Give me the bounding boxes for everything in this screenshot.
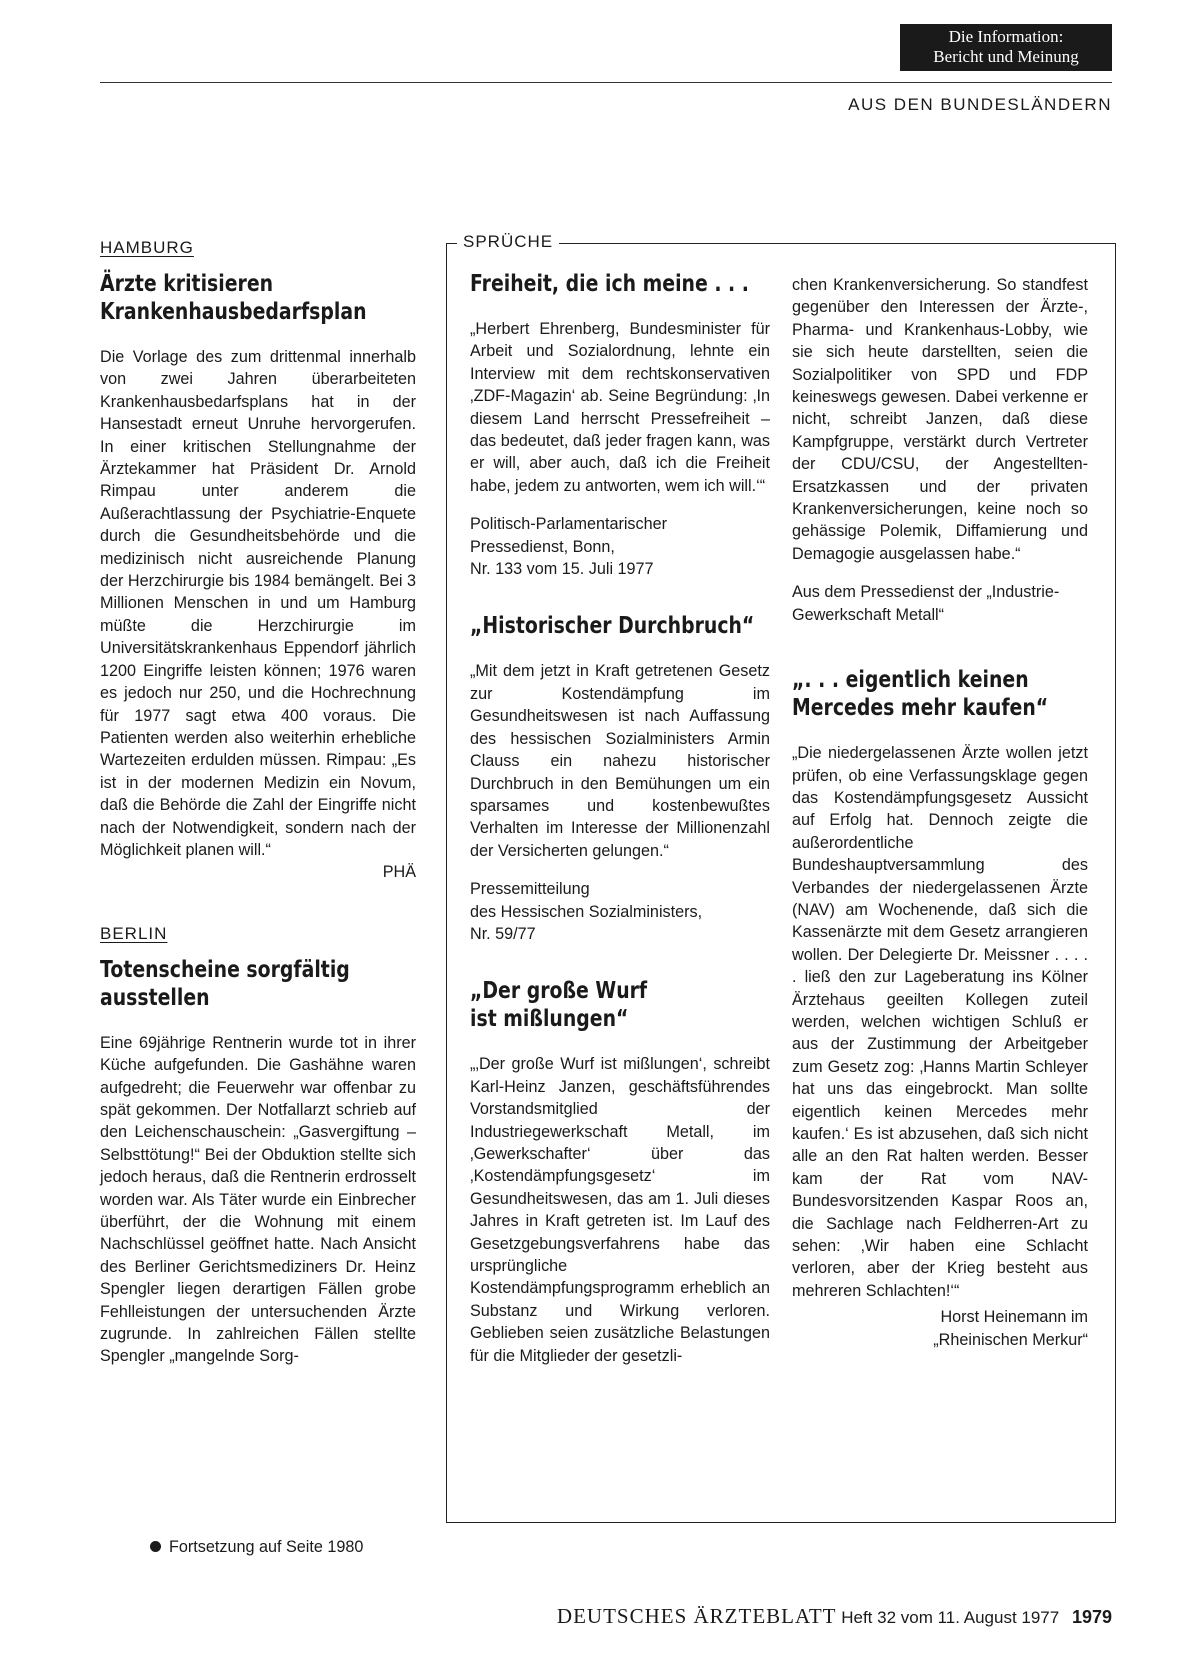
sprueche-label: SPRÜCHE [457,232,559,252]
headline-wurf [470,977,770,1033]
column-left [100,238,416,1368]
quote-freiheit-text: „Herbert Ehrenberg, Bundesminister für Arbeit und Sozialordnung, lehnte ein Interview mit dem rechtskonservativen ‚ZDF-Magazin‘ ab. Seine Begründung: ‚In diesem Land herrscht Pressefreiheit – das bedeutet, daß jeder fragen kann, was er will, aber auch, daß ich die Freiheit habe, jedem zu antworten, wem ich will.‘“ [470,320,770,495]
continuation-note [150,1538,363,1557]
source-line: Horst Heinemann im [940,1308,1088,1327]
quote-mercedes-text: „Die niedergelassenen Ärzte wollen jetzt prüfen, ob eine Verfassungsklage gegen das Kostendämpfungsgesetz Aussicht auf Erfolg hat. Dennoch zeigte die außerordentliche Bundeshauptversammlung des Verbandes der niedergelassenen Ärzte (NAV) am Wochenende, daß sich die Kassenärzte mit dem Gesetz arrangieren wollen. Der Delegierte Dr. Meissner . . . . . ließ den zur Lageberatung ins Kölner Ärztehaus geeilten Kollegen zuteil werden, welchen wichtigen Schluß er aus der Zustimmung der Arbeitgeber zum Gesetz zog: ‚Hanns Martin Schleyer hat uns das eingebrockt. Man sollte eigentlich keinen Mercedes mehr kaufen.‘ Es ist abzusehen, daß sich nicht alle an den Rat halten werden. Besser kam der Rat vom NAV-Bundesvorsitzenden Kaspar Roos an, die Sachlage nach Feldherren-Art zu sehen: ‚Wir haben eine Schlacht verloren, aber der Krieg besteht aus mehreren Schlachten!‘“ [792,744,1088,1300]
quote-wurf-source: Aus dem Pressedienst der „Industrie-Gewerkschaft Metall“ [792,583,1060,624]
rubric-berlin: BERLIN [100,923,168,943]
article-hamburg-signature: PHÄ [382,863,416,882]
source-line: Nr. 59/77 [470,924,536,943]
badge-line-1: Die Information: [948,27,1064,46]
headline-hamburg: Ärzte kritisieren Krankenhausbedarfsplan [100,271,367,325]
rubric-hamburg: HAMBURG [100,238,194,257]
headline-line: „. . . eigentlich keinen [792,667,1029,694]
headline-berlin: Totenscheine sorgfältig ausstellen [100,956,350,1011]
badge-line-2: Bericht und Meinung [933,47,1079,66]
quote-mercedes-source [792,1306,1088,1351]
journal-name: DEUTSCHES ÄRZTEBLATT [556,1604,837,1628]
headline-line: „Der große Wurf [470,978,648,1005]
source-line: des Hessischen Sozialministers, [470,902,703,921]
headline-mercedes [792,666,1088,722]
source-line: Politisch-Parlamentarischer [470,515,668,534]
article-hamburg-text: Die Vorlage des zum drittenmal innerhalb von zwei Jahren überarbeiteten Krankenhausbedarfsplans hat in der Hansestadt erneut Unruhe hervorgerufen. In einer kritischen Stellungnahme der Ärztekammer hat Präsident Dr. Arnold Rimpau unter anderem die Außerachtlassung der Psychiatrie-Enquete durch die Gesundheitsbehörde und die medizinisch nicht ausreichende Planung der Herzchirurgie bis 1984 bemängelt. Bei 3 Millionen Menschen in und um Hamburg müßte die Herzchirurgie im Universitätskrankenhaus Eppendorf jährlich 1200 Eingriffe leisten können; 1976 waren es jedoch nur 250, und die Hochrechnung für 1977 sagt etwa 400 voraus. Die Patienten werden also weiterhin erhebliche Wartezeiten erdulden müssen. Rimpau: „Es ist in der modernen Medizin ein Novum, daß die Behörde die Zahl der Eingriffe nicht nach der Notwendigkeit, sondern nach der Möglichkeit planen will.“ [100,348,416,859]
quote-freiheit-source [470,513,770,580]
headline-durchbruch: „Historischer Durchbruch“ [470,613,755,640]
source-line: Pressedienst, Bonn, [470,537,615,556]
quote-wurf-text-continued: chen Krankenversicherung. So standfest gegenüber den Interessen der Ärzte-, Pharma- und Krankenhaus-Lobby, wie sie sich heute darstellten, seien die Sozialpolitiker von SPD und FDP keineswegs gewesen. Dabei verkenne er nicht, schreibt Janzen, daß diese Kampfgruppe, verstärkt durch Vertreter der CDU/CSU, der Angestellten-Ersatzkassen und der privaten Krankenversicherungen, keine noch so gehässige Polemik, Diffamierung und Demagogie ausgelassen habe.“ [792,276,1088,563]
section-heading: AUS DEN BUNDESLÄNDERN [848,95,1112,114]
continuation-text: Fortsetzung auf Seite 1980 [169,1538,364,1556]
quote-durchbruch-text: „Mit dem jetzt in Kraft getretenen Gesetz zur Kostendämpfung im Gesundheitswesen ist nach Auffassung des hessischen Sozialministers Armin Clauss ein nahezu historischer Durchbruch in den Bemühungen um ein sparsames und kostenbewußtes Verhalten im Interesse der Millionenzahl der Versicherten gelungen.“ [470,662,770,860]
quote-durchbruch-source [470,878,770,945]
issue-info: Heft 32 vom 11. August 1977 [841,1608,1060,1627]
page-footer [557,1604,1112,1629]
column-right [792,274,1088,1351]
headline-line: Mercedes mehr kaufen“ [792,695,1049,722]
bullet-icon [150,1541,161,1552]
section-badge [900,24,1112,71]
source-line: Pressemitteilung [470,880,590,899]
headline-line: ist mißlungen“ [470,1006,629,1033]
source-line: Nr. 133 vom 15. Juli 1977 [470,560,654,579]
article-berlin-text: Eine 69jährige Rentnerin wurde tot in ihrer Küche aufgefunden. Die Gashähne waren aufgedreht; die Feuerwehr war offenbar zu spät gekommen. Der Notfallarzt schrieb auf den Leichenschauschein: „Gasvergiftung – Selbsttötung!“ Bei der Obduktion stellte sich jedoch heraus, daß die Rentnerin erdrosselt worden war. Als Täter wurde ein Einbrecher überführt, der die Wohnung mit einem Nachschlüssel geöffnet hatte. Nach Ansicht des Berliner Gerichtsmediziners Dr. Heinz Spengler liegen derartigen Fällen grobe Fehlleistungen der untersuchenden Ärzte zugrunde. In zahlreichen Fällen stellte Spengler „mangelnde Sorg- [100,1033,416,1366]
quote-wurf-text: „‚Der große Wurf ist mißlungen‘, schreibt Karl-Heinz Janzen, geschäftsführendes Vorstandsmitglied der Industriegewerkschaft Metall, im ‚Gewerkschafter‘ über das ‚Kostendämpfungsgesetz‘ im Gesundheitswesen, das am 1. Juli dieses Jahres in Kraft getreten ist. Im Lauf des Gesetzgebungsverfahrens habe das ursprüngliche Kostendämpfungsprogramm erheblich an Substanz und Wirkung verloren. Geblieben seien zusätzliche Belastungen für die Mitglieder der gesetzli- [470,1055,770,1365]
source-line: „Rheinischen Merkur“ [933,1330,1088,1349]
page-number: 1979 [1071,1607,1112,1627]
headline-freiheit: Freiheit, die ich meine . . . [470,271,749,297]
column-middle [470,270,770,1367]
top-rule [100,82,1112,83]
